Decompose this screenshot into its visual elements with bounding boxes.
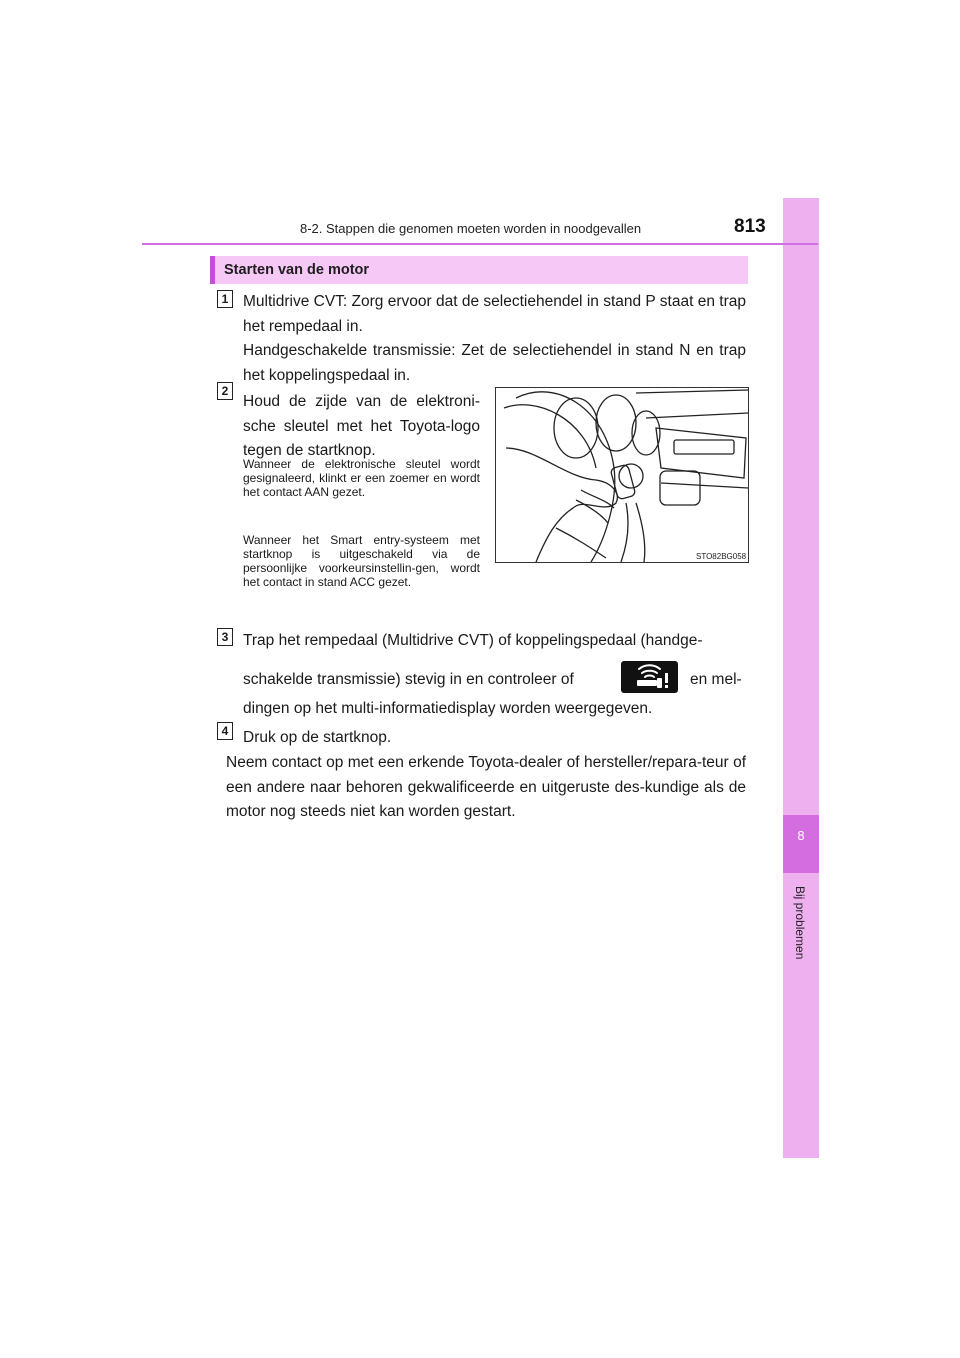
- smart-key-warning-icon: [621, 661, 678, 693]
- chapter-label: Bij problemen: [793, 886, 807, 960]
- step-3-line-1: Trap het rempedaal (Multidrive CVT) of koppelingspedaal (handge-: [243, 632, 703, 649]
- smart-key-warning-icon-drawing: [621, 661, 678, 693]
- step-1-badge: 1: [217, 290, 233, 308]
- illustration-drawing: [496, 388, 748, 562]
- header-rule: [142, 243, 818, 245]
- step-2-note-1: Wanneer de elektronische sleutel wordt gesignaleerd, klinkt er een zoemer en wordt het contact AAN gezet.: [243, 457, 480, 499]
- step-4-text: Druk op de startknop.: [243, 729, 392, 746]
- page-number: 813: [734, 216, 766, 237]
- step-3-line-2-left: schakelde transmissie) stevig in en controleer of: [243, 671, 574, 688]
- chapter-side-tab: [783, 198, 819, 1158]
- illustration-code: STO82BG058: [696, 552, 747, 561]
- step-1-line-b: Handgeschakelde transmissie: Zet de selectiehendel in stand N en trap het koppelingspedaal in.: [243, 342, 746, 384]
- section-title: Starten van de motor: [224, 262, 370, 278]
- chapter-number: 8: [797, 828, 805, 843]
- hand-key-start-button-illustration: [495, 387, 749, 563]
- step-3-line-2-right: en mel-: [690, 671, 742, 688]
- header-section-title: 8-2. Stappen die genomen moeten worden in noodgevallen: [300, 221, 642, 236]
- final-paragraph: Neem contact op met een erkende Toyota-dealer of hersteller/repara-teur of een andere naar behoren gekwalificeerde en uitgeruste des-kundige als de motor nog steeds niet kan worden gestart.: [226, 754, 746, 820]
- step-3-badge: 3: [217, 628, 233, 646]
- step-1-line-a: Multidrive CVT: Zorg ervoor dat de selectiehendel in stand P staat en trap het rempedaal in.: [243, 293, 746, 335]
- chapter-side-tab-active: [783, 815, 819, 873]
- step-1-text: [243, 290, 746, 388]
- step-4-badge: 4: [217, 722, 233, 740]
- step-2-note-2: Wanneer het Smart entry-systeem met startknop is uitgeschakeld via de persoonlijke voorkeursinstellin-gen, wordt het contact in stand ACC gezet.: [243, 533, 480, 589]
- step-2-text: Houd de zijde van de elektroni-sche sleutel met het Toyota-logo tegen de startknop.: [243, 393, 480, 459]
- step-3-line-3: dingen op het multi-informatiedisplay worden weergegeven.: [243, 700, 653, 717]
- step-2-badge: 2: [217, 382, 233, 400]
